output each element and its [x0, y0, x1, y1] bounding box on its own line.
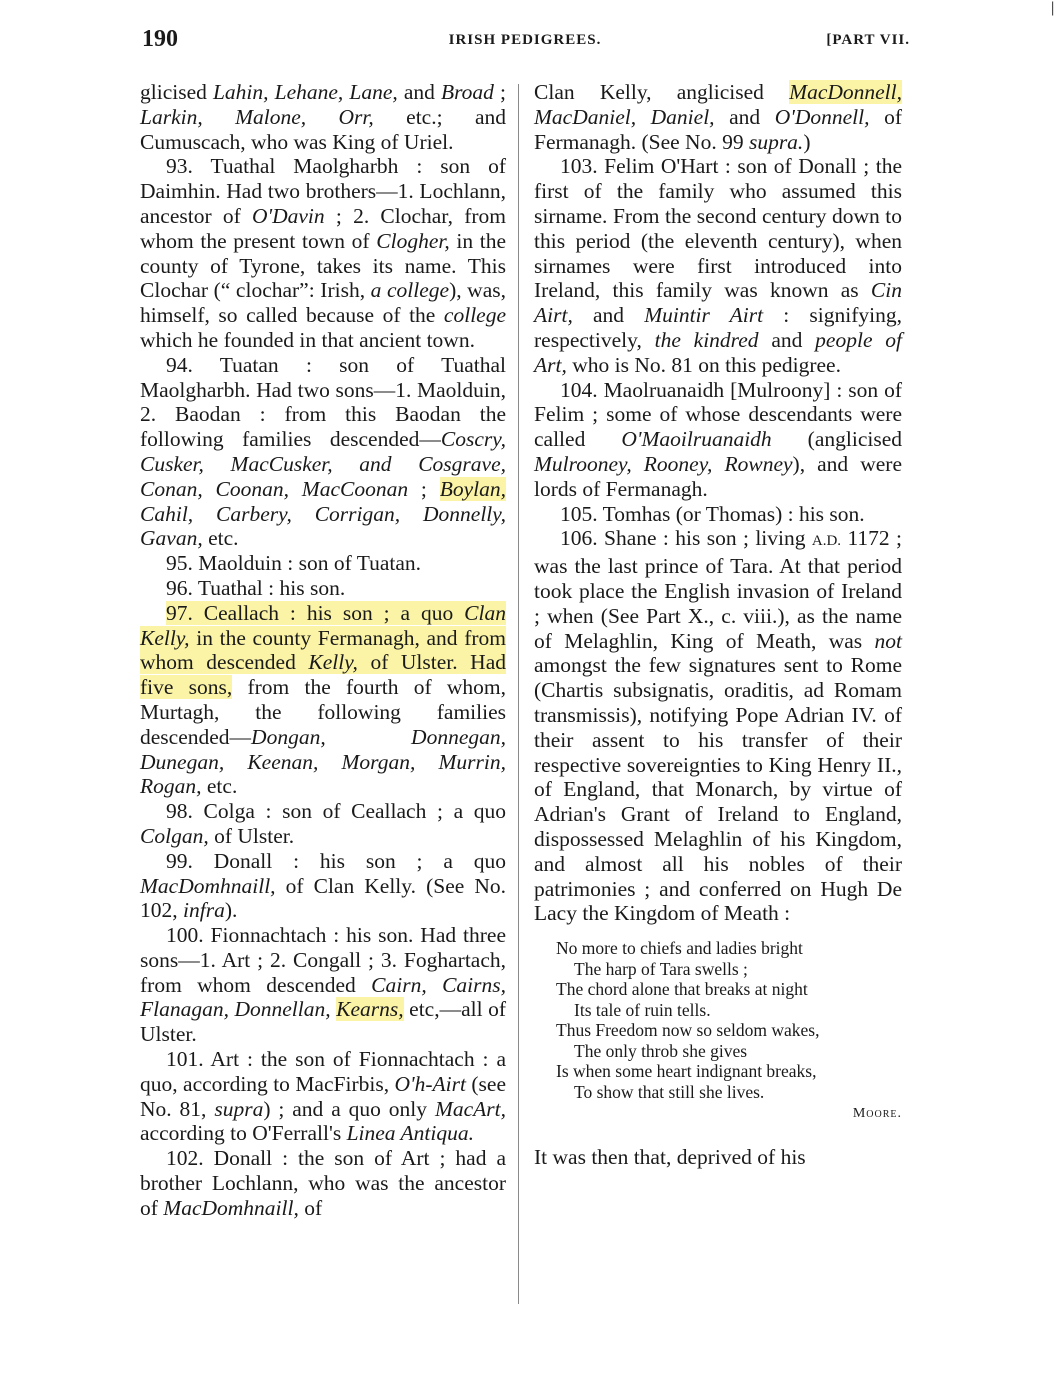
paragraph-105: 105. Tomhas (or Thomas) : his son. [560, 501, 865, 526]
poem-line: Thus Freedom now so seldom wakes, [556, 1020, 820, 1041]
corner-mark: | [1050, 0, 1055, 16]
page-number: 190 [142, 26, 178, 52]
paragraph-98: 98. Colga : son of Ceallach ; a quo Colgan, of Ulster. [140, 799, 506, 848]
poem-line: The only throb she gives [574, 1040, 748, 1061]
poem-attribution: Moore. [852, 1106, 902, 1122]
paragraph-103: 103. Felim O'Hart : son of Donall ; the first of the family who assumed this sirname. From the second century down to this period (the eleventh century), when sirnames were first introduced into Ireland, this family was known as Cin Airt, and Muintir Airt : signifying, respectively, the kindred and people of Art, who is No. 81 on this pedigree. [534, 154, 902, 377]
paragraph-96: 96. Tuathal : his son. [166, 575, 346, 600]
paragraph-99: 99. Donall : his son ; a quo MacDomhnaill, of Clan Kelly. (See No. 102, infra). [140, 848, 506, 923]
part-label: [PART VII. [826, 32, 910, 48]
paragraph: Clan Kelly, anglicised MacDonnell, MacDaniel, Daniel, and O'Donnell, of Fermanagh. (See No. 99 supra.) [534, 80, 902, 154]
paragraph-100: 100. Fionnachtach : his son. Had three sons—1. Art ; 2. Congall ; 3. Foghartach, from whom descended Cairn, Cairns, Flanagan, Donnellan, Kearns, etc,—all of Ulster. [140, 923, 507, 1047]
paragraph-104: 104. Maolruanaidh [Mulroony] : son of Felim ; some of whose descendants were called O'Maoilruanaidh (anglicised Mulrooney, Rooney, Rowney), and were lords of Fermanagh. [534, 377, 903, 501]
paragraph-94: 94. Tuatan : son of Tuathal Maolgharbh. Had two sons—1. Maolduin, 2. Baodan : from this Baodan the following families descended—Coscry, Cusker, MacCusker, and Cosgrave, Conan, Coonan, MacCoonan ; Boylan, Cahil, Carbery, Corrigan, Donnelly, Gavan, etc. [140, 352, 506, 551]
paragraph-95: 95. Maolduin : son of Tuatan. [166, 551, 422, 576]
poem-line: Its tale of ruin tells. [574, 999, 711, 1020]
poem-line: To show that still she lives. [574, 1081, 765, 1102]
poem-line: No more to chiefs and ladies bright [556, 938, 803, 959]
poem-line: The harp of Tara swells ; [574, 958, 748, 979]
paragraph-97: 97. Ceallach : his son ; a quo Clan Kelly, in the county Fermanagh, and from whom descended Kelly, of Ulster. Had five sons, from the fourth of whom, Murtagh, the following families descended—Dongan, Donnegan, Dunegan, Keenan, Morgan, Murrin, Rogan, etc. [140, 600, 506, 799]
running-title: IRISH PEDIGREES. [448, 32, 602, 48]
column-rule [518, 84, 519, 1304]
paragraph-93: 93. Tuathal Maolgharbh : son of Daimhin. Had two brothers—1. Lochlann, ancestor of O'Davin ; 2. Clochar, from whom the present town of Clogher, in the county of Tyrone, takes its name. This Clochar (“ clochar”: Irish, a college), was, himself, so called because of the college which he founded in that ancient town. [140, 154, 506, 352]
left-column [140, 80, 506, 1221]
paragraph: glicised Lahin, Lehane, Lane, and Broad ; Larkin, Malone, Orr, etc.; and Cumuscach, who was King of Uriel. [140, 80, 506, 154]
poem-line: Is when some heart indignant breaks, [556, 1061, 817, 1082]
paragraph-continued: It was then that, deprived of his [534, 1144, 806, 1169]
poem-line: The chord alone that breaks at night [556, 979, 808, 1000]
paragraph-106: 106. Shane : his son ; living A.D. 1172 ; was the last prince of Tara. At that period took place the English invasion of Ireland ; when (See Part X., c. viii.), as the name of Melaghlin, King of Meath, was not amongst the few signatures sent to Rome (Chartis subsignatis, oraditis, ad Romam transmissis), notifying Pope Adrian IV. of their assent to his transfer of their respective sovereignties to King Henry II., of England, that Monarch, by virtue of Adrian's Grant of Ireland to England, dispossessed Melaghlin of his Kingdom, and almost all his nobles of their patrimonies ; and conferred on Hugh De Lacy the Kingdom of Meath : [534, 526, 902, 926]
page-header [140, 22, 910, 62]
paragraph-102: 102. Donall : the son of Art ; had a brother Lochlann, who was the ancestor of MacDomhnaill, of [140, 1146, 506, 1220]
right-column [534, 80, 902, 1169]
poem [556, 938, 902, 1125]
paragraph-101: 101. Art : the son of Fionnachtach : a quo, according to MacFirbis, O'h-Airt (see No. 81, supra) ; and a quo only MacArt, according to O'Ferrall's Linea Antiqua. [140, 1047, 506, 1146]
